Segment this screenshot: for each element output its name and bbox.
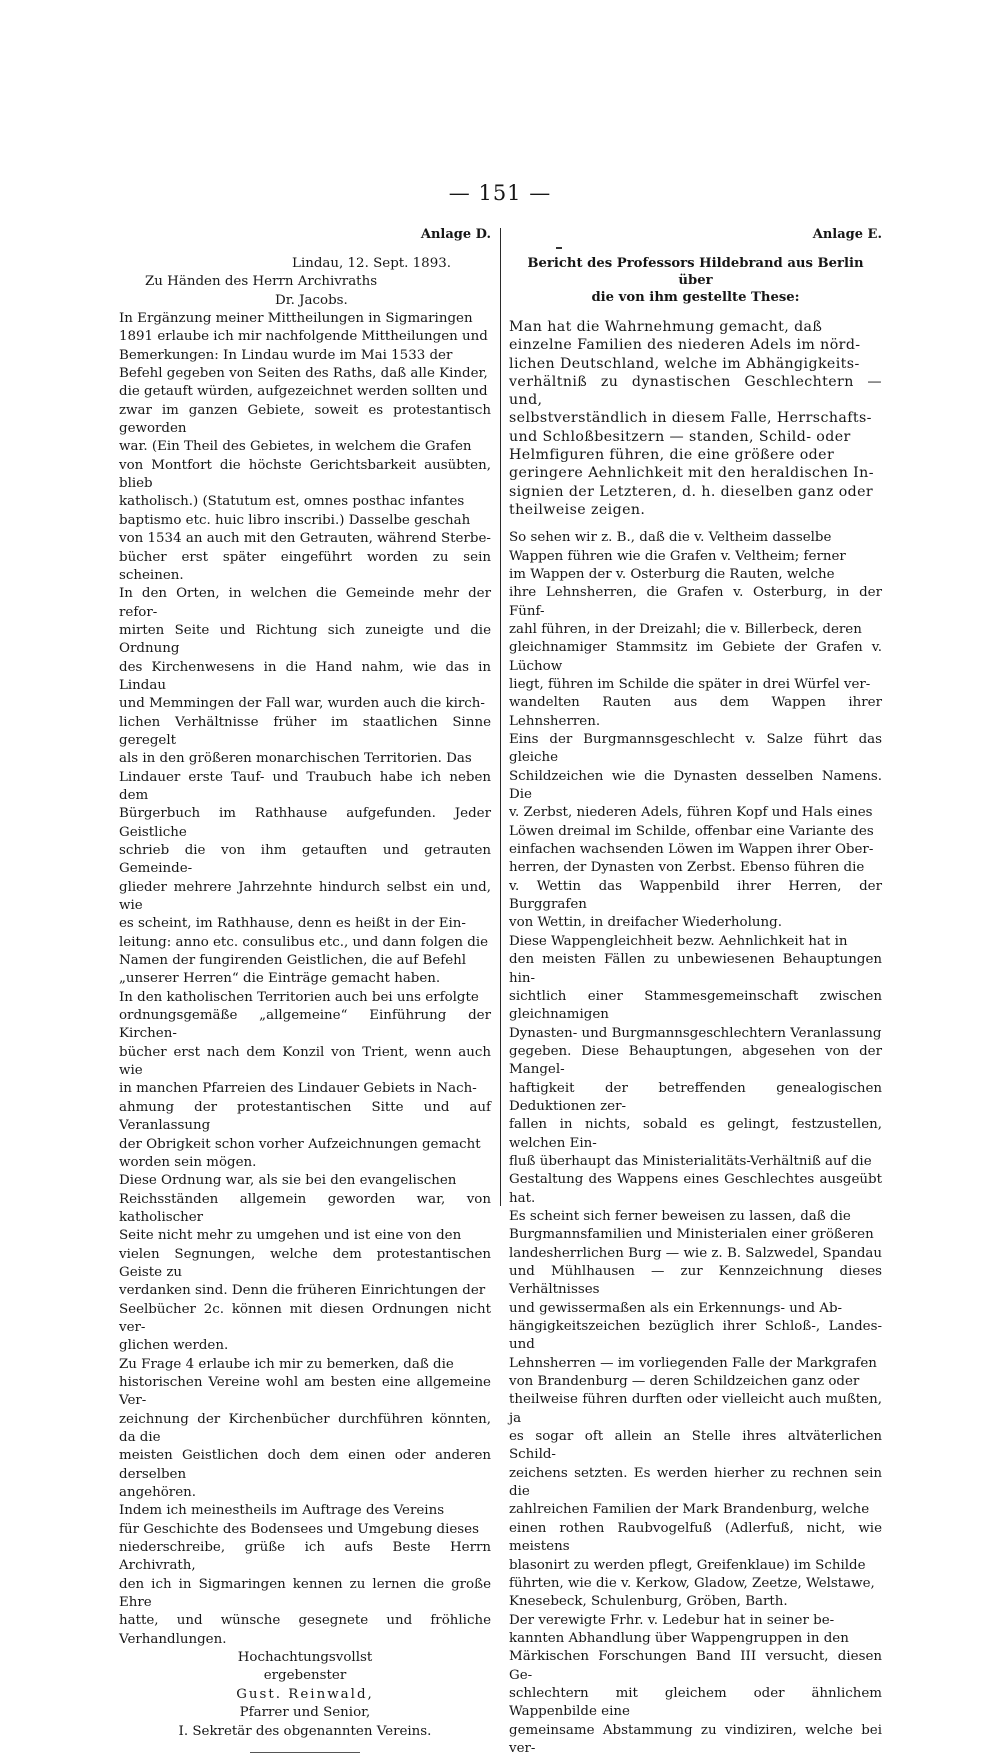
signature-name: Gust. Reinwald, bbox=[236, 1686, 374, 1702]
report-paragraph-2: So sehen wir z. B., daß die v. Veltheim dasselbe Wappen führen wie die Grafen v. Veltheim; ferner im Wappen der v. Osterburg die Rauten, welche ihre Lehnsherren, die Grafen v. Osterburg, in der Fünf- zahl führen, in der Dreizahl; die v. Billerbeck, deren gleichnamiger Stammsitz im Gebiete der Grafen v. Lüchow liegt, führen im Schilde die später in drei Würfel ver- wandelten Rauten aus dem Wappen ihrer Lehnsherren. Eins der Burgmannsgeschlecht v. Salze führt das gleiche Schildzeichen wie die Dynasten desselben Namens. Die v. Zerbst, niederen Adels, führen Kopf und Hals eines Löwen dreimal im Schilde, offenbar eine Variante des einfachen wachsenden Löwen im Wappen ihrer Ober- herren, der Dynasten von Zerbst. Ebenso führen die v. Wettin das Wappenbild ihrer Herren, der Burggrafen von Wettin, in dreifacher Wiederholung. bbox=[509, 530, 882, 931]
left-column bbox=[119, 226, 491, 1753]
letter-paragraph-4: Zu Frage 4 erlaube ich mir zu bemerken, daß die historischen Vereine wohl am besten eine allgemeine Ver- zeichnung der Kirchenbücher durchführen könnten, da die meisten Geistlichen doch dem einen oder anderen derselben angehören. bbox=[119, 1356, 491, 1501]
signature-role-1: Pfarrer und Senior, bbox=[239, 1705, 371, 1721]
column-divider bbox=[500, 228, 501, 1206]
letter-paragraph-5: Indem ich meinestheils im Auftrage des Vereins für Geschichte des Bodensees und Umgebung dieses niederschreibe, grüße ich aufs Beste Herrn Archivrath, den ich in Sigmaringen kennen zu lernen die große Ehre hatte, und wünsche gesegnete und fröhliche Verhandlungen. bbox=[119, 1503, 491, 1647]
letter-address-line-1: Zu Händen des Herrn Archivraths bbox=[145, 274, 378, 290]
report-paragraph-4: Es scheint sich ferner beweisen zu lassen, daß die Burgmannsfamilien und Ministerialen einer größeren landesherrlichen Burg — wie z. B. Salzwedel, Spandau und Mühlhausen — zur Kennzeichnung dieses Verhältnisses und gewissermaßen als ein Erkennungs- und Ab- hängigkeitszeichen bezüglich ihrer Schloß-, Landes- und Lehnsherren — im vorliegenden Falle der Markgrafen von Brandenburg — deren Schildzeichen ganz oder theilweise führen durften oder vielleicht auch mußten, ja es sogar oft allein an Stelle ihres altväterlichen Schild- zeichens setzten. Es werden hierher zu rechnen sein die zahlreichen Familien der Mark Brandenburg, welche einen rothen Raubvogelfuß (Adlerfuß, nicht, wie meistens blasonirt zu werden pflegt, Greifenklaue) im Schilde führten, wie die v. Kerkow, Gladow, Zeetze, Welstawe, Knesebeck, Schulenburg, Gröben, Barth. bbox=[509, 1208, 882, 1610]
report-paragraph-1: Man hat die Wahrnehmung gemacht, daß einzelne Familien des niederen Adels im nörd- lichen Deutschland, welche im Abhängigkeits- verhältniß zu dynastischen Geschlechtern — und, selbstverständlich in diesem Falle, Herrschafts- und Schloßbesitzern — standen, Schild- oder Helmfiguren führen, die eine größere oder geringere Aehnlichkeit mit den heraldischen In- signien der Letzteren, d. h. dieselben ganz oder theilweise zeigen. bbox=[509, 319, 882, 518]
report-paragraph-3: Diese Wappengleichheit bezw. Aehnlichkeit hat in den meisten Fällen zu unbewiesenen Behauptungen hin- sichtlich einer Stammesgemeinschaft zwischen gleichnamigen Dynasten- und Burgmannsgeschlechtern Veranlassung gegeben. Diese Behauptungen, abgesehen von der Mangel- haftigkeit der betreffenden genealogischen Deduktionen zer- fallen in nichts, sobald es gelingt, festzustellen, welchen Ein- fluß überhaupt das Ministerialitäts-Verhältniß auf die Gestaltung des Wappens eines Geschlechtes ausgeübt hat. bbox=[509, 933, 882, 1206]
letter-paragraph-2: In den katholischen Territorien auch bei uns erfolgte ordnungsgemäße „allgemeine“ Einführung der Kirchen- bücher erst nach dem Konzil von Trient, wenn auch wie in manchen Pfarreien des Lindauer Gebiets in Nach- ahmung der protestantischen Sitte und auf Veranlassung der Obrigkeit schon vorher Aufzeichnungen gemacht worden sein mögen. bbox=[119, 989, 491, 1170]
letter-paragraph-3: Diese Ordnung war, als sie bei den evangelischen Reichsständen allgemein geworden war, von katholischer Seite nicht mehr zu umgehen und ist eine von den vielen Segnungen, welche dem protestantischen Geiste zu verdanken sind. Denn die früheren Einrichtungen der Seelbücher 2c. können mit diesen Ordnungen nicht ver- glichen werden. bbox=[119, 1173, 491, 1354]
letter-date: Lindau, 12. Sept. 1893. bbox=[292, 256, 451, 271]
section-gap bbox=[509, 519, 882, 529]
page-number: — 151 — bbox=[448, 181, 552, 205]
signature-rule bbox=[250, 1752, 360, 1753]
appendix-d-label: Anlage D. bbox=[420, 227, 491, 242]
right-column bbox=[509, 226, 882, 1758]
closing-salutation: Hochachtungsvollst bbox=[237, 1650, 373, 1666]
appendix-e-label: Anlage E. bbox=[812, 227, 882, 242]
report-heading: Bericht des Professors Hildebrand aus Berlin über die von ihm gestellte These: bbox=[527, 256, 864, 305]
letter-address-line-2: Dr. Jacobs. bbox=[275, 292, 348, 308]
letter-paragraph-1: In Ergänzung meiner Mittheilungen in Sigmaringen 1891 erlaube ich mir nachfolgende Mittheilungen und Bemerkungen: In Lindau wurde im Mai 1533 der Befehl gegeben von Seiten des Raths, daß alle Kinder, die getauft würden, aufgezeichnet werden sollten und zwar im ganzen Gebiete, soweit es protestantisch geworden war. (Ein Theil des Gebietes, in welchem die Grafen von Montfort die höchste Gerichtsbarkeit ausübten, blieb katholisch.) (Statutum est, omnes posthac infantes baptismo etc. huic libro inscribi.) Dasselbe geschah von 1534 an auch mit den Getrauten, während Sterbe- bücher erst später eingeführt worden zu sein scheinen. In den Orten, in welchen die Gemeinde mehr der refor- mirten Seite und Richtung sich zuneigte und die Ordnung des Kirchenwesens in die Hand nahm, wie das in Lindau und Memmingen der Fall war, wurden auch die kirch- lichen Verhältnisse früher im staatlichen Sinne geregelt als in den größeren monarchischen Territorien. Das Lindauer erste Tauf- und Traubuch habe ich neben dem Bürgerbuch im Rathhause aufgefunden. Jeder Geistliche schrieb die von ihm getauften und getrauten Gemeinde- glieder mehrere Jahrzehnte hindurch selbst ein und, wie es scheint, im Rathhause, denn es heißt in der Ein- leitung: anno etc. consulibus etc., und dann folgen die Namen der fungirenden Geistlichen, die auf Befehl „unserer Herren“ die Einträge gemacht haben. bbox=[119, 311, 491, 987]
closing-ergebenster: ergebenster bbox=[263, 1668, 347, 1684]
signature-role-2: I. Sekretär des obgenannten Vereins. bbox=[178, 1723, 432, 1739]
report-paragraph-5: Der verewigte Frhr. v. Ledebur hat in seiner be- kannten Abhandlung über Wappengruppen in den Märkischen Forschungen Band III versucht, diesen Ge- schlechtern mit gleichem oder ähnlichem Wappenbilde eine gemeinsame Abstammung zu vindiziren, welche bei ver- bbox=[509, 1612, 882, 1756]
